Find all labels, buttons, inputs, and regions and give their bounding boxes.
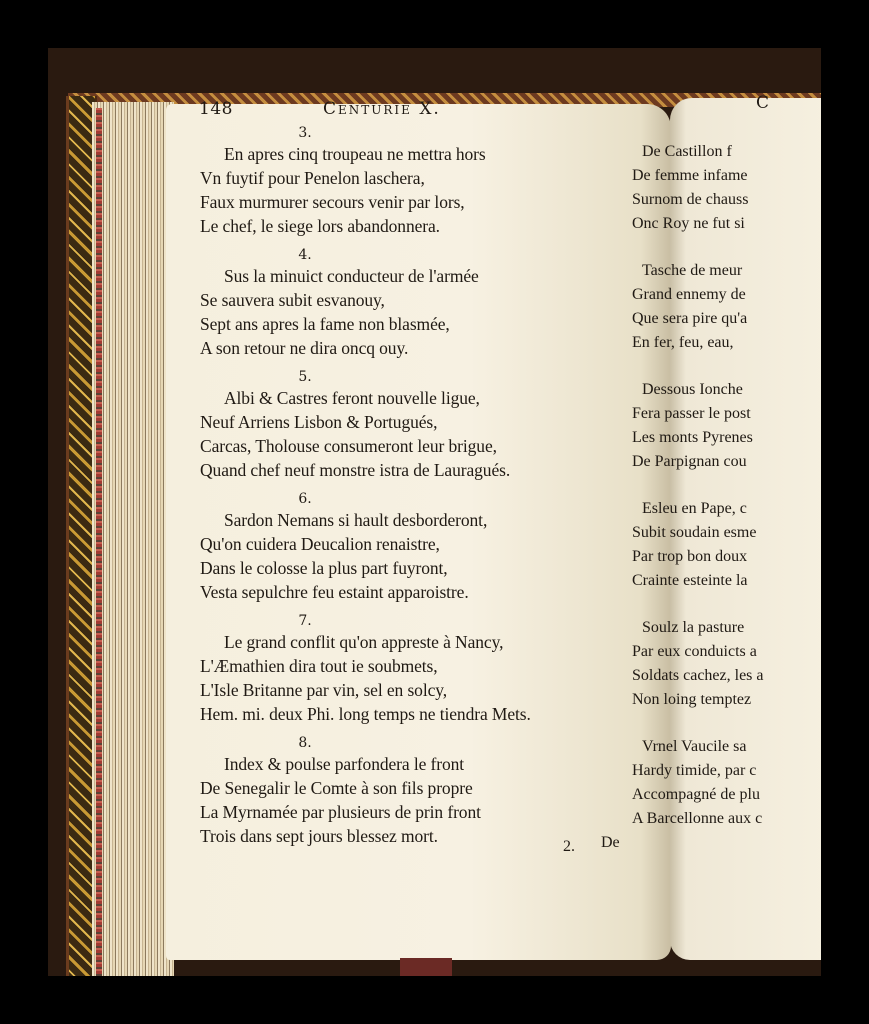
verse-line: Se sauvera subit esvanouy, xyxy=(200,290,385,310)
verse-line: Le grand conflit qu'on appreste à Nancy, xyxy=(224,632,504,652)
quatrain-number: 3. xyxy=(298,125,312,141)
verse-line: Dans le colosse la plus part fuyront, xyxy=(200,558,448,578)
verse-line: Sept ans apres la fame non blasmée, xyxy=(200,314,450,334)
verse-line: Carcas, Tholouse consumeront leur brigue, xyxy=(200,436,497,456)
right-verse-line: Hardy timide, par c xyxy=(632,762,757,779)
right-verse-line: Soldats cachez, les a xyxy=(632,667,764,684)
quatrain-number: 4. xyxy=(298,247,312,263)
verse-line: En apres cinq troupeau ne mettra hors xyxy=(224,144,486,164)
verse-line: Sardon Nemans si hault desborderont, xyxy=(224,510,488,530)
right-running-head: C xyxy=(756,93,770,113)
quatrain-number: 8. xyxy=(298,735,312,751)
quatrain-number: 6. xyxy=(298,491,312,507)
bookmark-ribbon xyxy=(400,958,452,976)
right-verse-line: Non loing temptez xyxy=(632,691,752,708)
right-page-text xyxy=(626,0,772,928)
verse-line: Quand chef neuf monstre istra de Lauragués. xyxy=(200,460,511,480)
verse-line: Le chef, le siege lors abandonnera. xyxy=(200,216,440,236)
right-verse-line: Dessous Ionche xyxy=(642,381,743,398)
right-verse-line: Vrnel Vaucile sa xyxy=(642,738,747,755)
quatrain-number: 7. xyxy=(298,613,312,629)
verse-line: Index & poulse parfondera le front xyxy=(224,754,465,774)
right-verse-line: Par trop bon doux xyxy=(632,548,748,565)
verse-line: Qu'on cuidera Deucalion renaistre, xyxy=(200,534,440,554)
verse-line: Vn fuytif pour Penelon laschera, xyxy=(200,168,425,188)
signature-mark: 2. xyxy=(563,838,575,855)
right-verse-line: Accompagné de plu xyxy=(632,786,760,803)
right-verse-line: Surnom de chauss xyxy=(632,191,749,208)
verse-line: Vesta sepulchre feu estaint apparoistre. xyxy=(200,582,469,602)
quatrain-list xyxy=(200,124,630,848)
verse-line: Trois dans sept jours blessez mort. xyxy=(200,826,438,846)
quatrain-number: 5. xyxy=(298,369,312,385)
right-verse-line: En fer, feu, eau, xyxy=(632,334,734,351)
right-verse-line: Les monts Pyrenes xyxy=(632,429,753,446)
right-verse-line: De Castillon f xyxy=(642,143,732,160)
running-head xyxy=(199,99,619,121)
verse-line: L'Æmathien dira tout ie soubmets, xyxy=(200,656,438,676)
page-number: 148 xyxy=(199,99,233,119)
right-stanza-list xyxy=(632,140,772,831)
right-verse-line: Tasche de meur xyxy=(642,262,743,279)
right-verse-line: De Parpignan cou xyxy=(632,453,747,470)
verse-line: L'Isle Britanne par vin, sel en solcy, xyxy=(200,680,448,700)
page-title: Centurie X. xyxy=(323,99,441,119)
right-verse-line: Subit soudain esme xyxy=(632,524,757,541)
right-verse-line: Fera passer le post xyxy=(632,405,751,422)
right-verse-line: Esleu en Pape, c xyxy=(642,500,747,517)
verse-line: Hem. mi. deux Phi. long temps ne tiendra Mets. xyxy=(200,704,531,724)
verse-line: Albi & Castres feront nouvelle ligue, xyxy=(224,388,480,408)
right-verse-line: Crainte esteinte la xyxy=(632,572,748,589)
right-verse-line: Que sera pire qu'a xyxy=(632,310,748,327)
verse-line: Sus la minuict conducteur de l'armée xyxy=(224,266,479,286)
verse-line: De Senegalir le Comte à son fils propre xyxy=(200,778,473,798)
right-verse-line: De femme infame xyxy=(632,167,748,184)
marbled-edge xyxy=(96,108,102,976)
right-verse-line: Soulz la pasture xyxy=(642,619,745,636)
verse-line: La Myrnamée par plusieurs de prin front xyxy=(200,802,481,822)
right-verse-line: Grand ennemy de xyxy=(632,286,746,303)
page-stack xyxy=(92,102,174,976)
verse-line: Neuf Arriens Lisbon & Portugués, xyxy=(200,412,438,432)
right-verse-line: A Barcellonne aux c xyxy=(632,810,763,827)
right-verse-line: Par eux conduicts a xyxy=(632,643,757,660)
right-verse-line: Onc Roy ne fut si xyxy=(632,215,745,232)
catchword: De xyxy=(601,834,620,851)
verse-line: A son retour ne dira oncq ouy. xyxy=(200,338,409,358)
verse-line: Faux murmurer secours venir par lors, xyxy=(200,192,465,212)
